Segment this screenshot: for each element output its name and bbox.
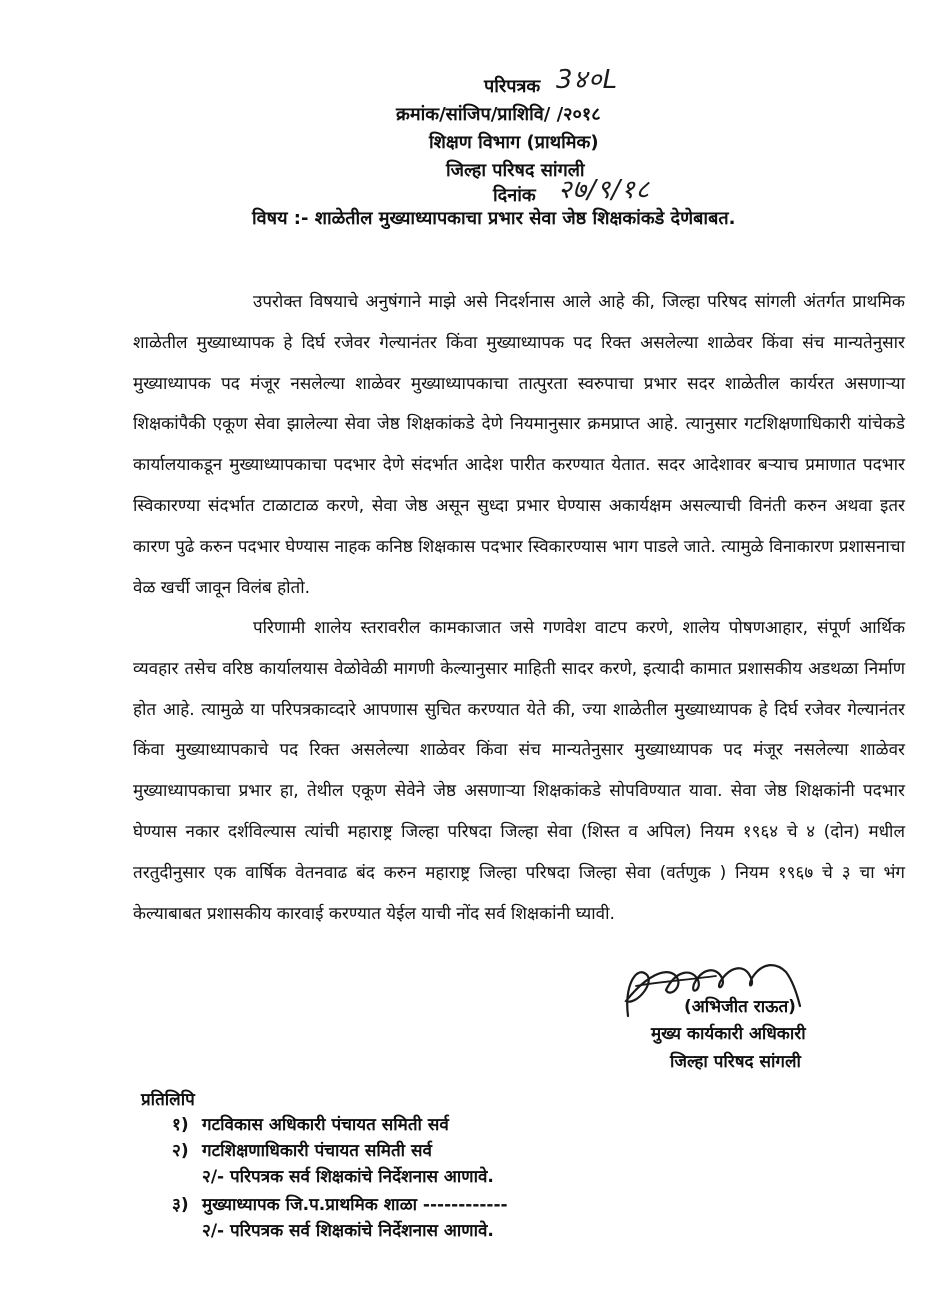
copy-to-item-text: २/- परिपत्रक सर्व शिक्षकांचे निर्देशनास आणावे. [202, 1221, 494, 1241]
copy-to-item-number: १) [172, 1115, 189, 1135]
subject-line: विषय :- शाळेतील मुख्याध्यापकाचा प्रभार सेवा जेष्ठ शिक्षकांकडे देणेबाबत. [252, 208, 736, 229]
circular-number-handwritten: 3४०L [556, 65, 619, 95]
copy-to-item-text: गटशिक्षणाधिकारी पंचायत समिती सर्व [202, 1141, 432, 1161]
copy-to-item [172, 1138, 432, 1161]
copy-to-item-note [202, 1164, 494, 1187]
signatory-name: (अभिजीत राऊत) [684, 997, 796, 1017]
copy-to-item-text: २/- परिपत्रक सर्व शिक्षकांचे निर्देशनास आणावे. [202, 1167, 494, 1187]
copy-to-item [172, 1112, 449, 1135]
date-label: दिनांक [493, 185, 536, 206]
copy-to-item-text: गटविकास अधिकारी पंचायत समिती सर्व [202, 1115, 449, 1135]
circular-label: परिपत्रक [484, 76, 541, 97]
copy-to-item-text: मुख्याध्यापक जि.प.प्राथमिक शाळा ------------ [202, 1195, 508, 1215]
copy-to-item-number: ३) [172, 1195, 189, 1215]
office-name: जिल्हा परिषद सांगली [446, 160, 585, 181]
copy-to-item [172, 1192, 508, 1215]
signatory-designation: मुख्य कार्यकारी अधिकारी [651, 1024, 806, 1044]
reference-number: क्रमांक/सांजिप/प्राशिवि/ /२०१८ [396, 104, 601, 125]
department: शिक्षण विभाग (प्राथमिक) [429, 132, 599, 153]
date-handwritten: २७/९/१८ [558, 175, 651, 205]
signatory-office: जिल्हा परिषद सांगली [670, 1052, 801, 1072]
copy-to-title: प्रतिलिपि [141, 1090, 195, 1110]
body-paragraph-2: परिणामी शालेय स्तरावरील कामकाजात जसे गणवेश वाटप करणे, शालेय पोषणआहार, संपूर्ण आर्थिक व्यवहार तसेच वरिष्ठ कार्यालयास वेळोवेळी मागणी केल्यानुसार माहिती सादर करणे, इत्यादी कामात प्रशासकीय अडथळा निर्माण होत आहे. त्यामुळे या परिपत्रकाव्दारे आपणास सुचित करण्यात येते की, ज्या शाळेतील मुख्याध्यापक हे दिर्घ रजेवर गेल्यानंतर किंवा मुख्याध्यापकाचे पद रिक्त असलेल्या शाळेवर किंवा संच मान्यतेनुसार मुख्याध्यापक पद मंजूर नसलेल्या शाळेवर मुख्याध्यापकाचा प्रभार हा, तेथील एकूण सेवेने जेष्ठ असणाऱ्या शिक्षकांकडे सोपविण्यात यावा. सेवा जेष्ठ शिक्षकांनी पदभार घेण्यास नकार दर्शविल्यास त्यांची महाराष्ट्र जिल्हा परिषदा जिल्हा सेवा (शिस्त व अपिल) नियम १९६४ चे ४ (दोन) मधील तरतुदीनुसार एक वार्षिक वेतनवाढ बंद करुन महाराष्ट्र जिल्हा परिषदा जिल्हा सेवा (वर्तणुक ) नियम १९६७ चे ३ चा भंग केल्याबाबत प्रशासकीय कारवाई करण्यात येईल याची नोंद सर्व शिक्षकांनी घ्यावी. [133, 618, 905, 924]
copy-to-item-number: २) [172, 1141, 189, 1161]
copy-to-item-note [202, 1218, 494, 1241]
body-paragraph-1: उपरोक्त विषयाचे अनुषंगाने माझे असे निदर्शनास आले आहे की, जिल्हा परिषद सांगली अंतर्गत प्राथमिक शाळेतील मुख्याध्यापक हे दिर्घ रजेवर गेल्यानंतर किंवा मुख्याध्यापक पद रिक्त असलेल्या शाळेवर किंवा संच मान्यतेनुसार मुख्याध्यापक पद मंजूर नसलेल्या शाळेवर मुख्याध्यापकाचा तात्पुरता स्वरुपाचा प्रभार सदर शाळेतील कार्यरत असणाऱ्या शिक्षकांपैकी एकूण सेवा झालेल्या सेवा जेष्ठ शिक्षकांकडे देणे नियमानुसार क्रमप्राप्त आहे. त्यानुसार गटशिक्षणाधिकारी यांचेकडे कार्यालयाकडून मुख्याध्यापकाचा पदभार देणे संदर्भात आदेश पारीत करण्यात येतात. सदर आदेशावर बऱ्याच प्रमाणात पदभार स्विकारण्या संदर्भात टाळाटाळ करणे, सेवा जेष्ठ असून सुध्दा प्रभार घेण्यास अकार्यक्षम असल्याची विनंती करुन अथवा इतर कारण पुढे करुन पदभार घेण्यास नाहक कनिष्ठ शिक्षकास पदभार स्विकारण्यास भाग पाडले जाते. त्यामुळे विनाकारण प्रशासनाचा वेळ खर्ची जावून विलंब होतो. [133, 292, 905, 598]
